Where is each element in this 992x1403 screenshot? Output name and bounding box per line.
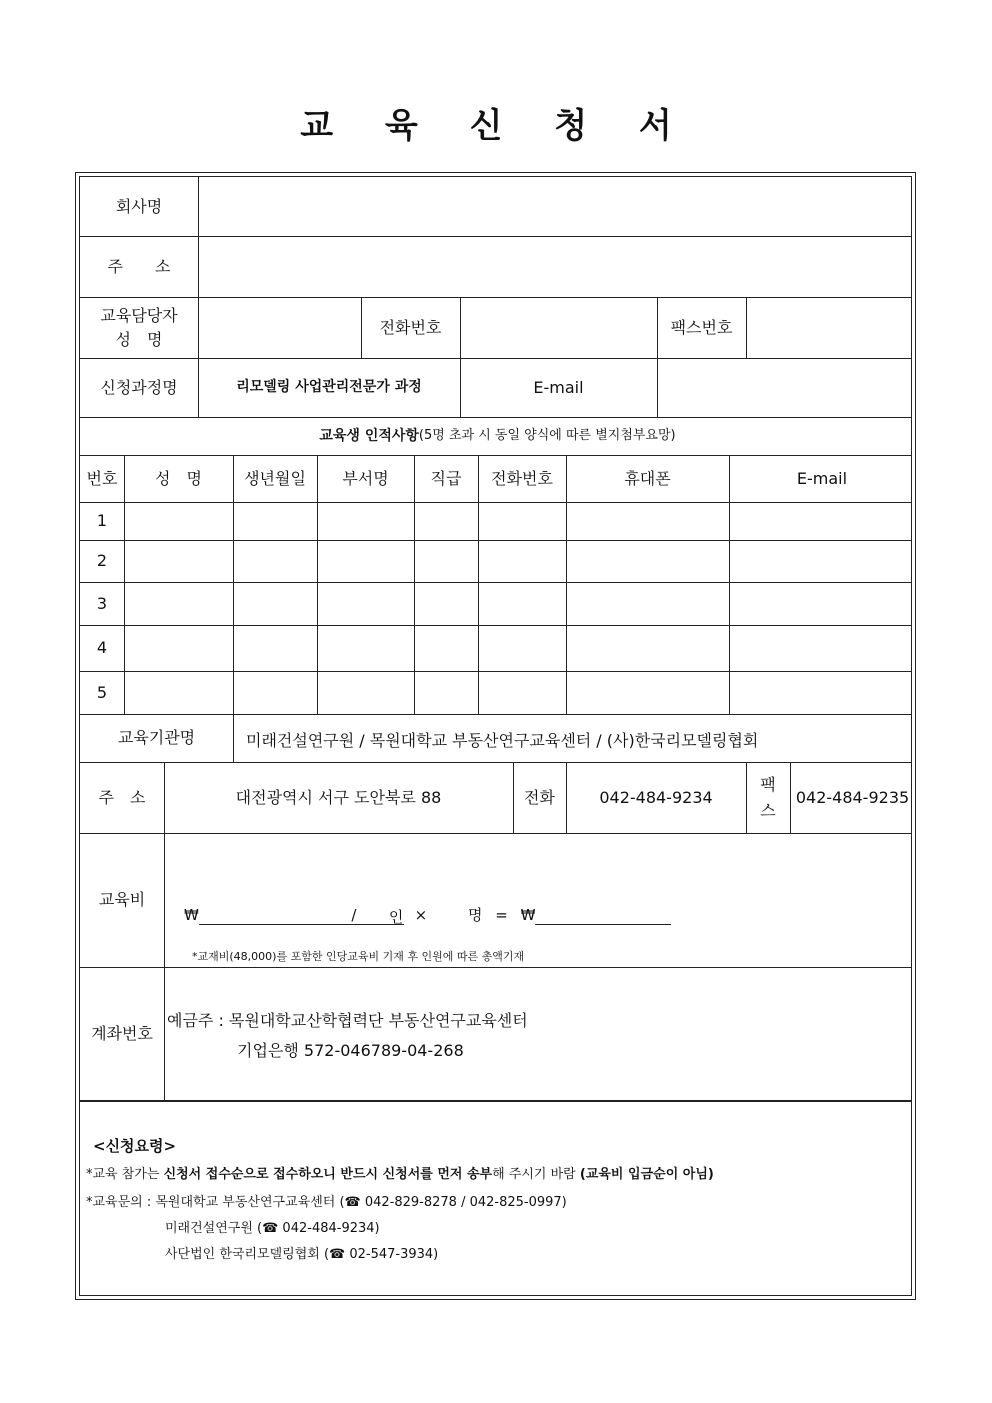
account-holder: 예금주 : 목원대학교산학협력단 부동산연구교육센터 xyxy=(167,1011,528,1030)
col-header-number: 번호 xyxy=(86,468,118,488)
col-header-name: 성 명 xyxy=(155,468,202,488)
guide-line-2: *교육문의 : 목원대학교 부동산연구교육센터 (☎ 042-829-8278 / 042-825-0997) xyxy=(86,1195,567,1210)
row-number: 2 xyxy=(96,551,108,571)
col-header-department: 부서명 xyxy=(342,468,389,488)
institution-label: 교육기관명 xyxy=(117,728,196,748)
row-number: 5 xyxy=(96,682,108,702)
institution-fax-value: 042-484-9235 xyxy=(795,787,910,807)
course-value: 리모델링 사업관리전문가 과정 xyxy=(236,379,422,396)
row-divider xyxy=(80,625,911,626)
institution-value: 미래건설연구원 / 목원대학교 부동산연구교육센터 / (사)한국리모델링협회 xyxy=(246,731,759,750)
institution-fax-label: 팩 스 xyxy=(760,774,776,820)
trainee-heading-title: 교육생 인적사항 xyxy=(319,427,419,444)
company-field[interactable] xyxy=(198,177,912,236)
col-header-phone: 전화번호 xyxy=(491,468,553,488)
col-header-email: E-mail xyxy=(796,468,848,488)
row-divider xyxy=(80,1100,911,1102)
fee-formula xyxy=(184,904,671,925)
course-label: 신청과정명 xyxy=(100,377,178,397)
guide-line-1-b: 신청서 접수순으로 접수하오니 반드시 신청서를 먼저 송부 xyxy=(163,1167,493,1182)
guide-line-1-c: 해 주시기 바람 xyxy=(492,1167,580,1182)
guide-line-3: 미래건설연구원 (☎ 042-484-9234) xyxy=(165,1221,380,1236)
account-number: 기업은행 572-046789-04-268 xyxy=(237,1041,464,1060)
times-symbol: × xyxy=(414,906,428,924)
guide-line-1 xyxy=(86,1163,714,1182)
phone-label: 전화번호 xyxy=(379,317,442,337)
col-header-birthdate: 생년월일 xyxy=(244,468,306,488)
col-header-mobile: 휴대폰 xyxy=(624,468,671,488)
institution-address-label: 주 소 xyxy=(98,787,146,807)
guide-heading: <신청요령> xyxy=(93,1137,177,1155)
application-form xyxy=(75,172,916,1300)
guide-line-4: 사단법인 한국리모델링협회 (☎ 02-547-3934) xyxy=(165,1247,439,1262)
institution-address-value: 대전광역시 서구 도안북로 88 xyxy=(235,787,442,807)
page-title: 교 육 신 청 서 xyxy=(300,106,692,146)
row-number: 3 xyxy=(96,593,108,613)
won-symbol: ₩ xyxy=(520,906,536,924)
phone-field[interactable] xyxy=(460,297,657,358)
manager-label: 교육담당자 성 명 xyxy=(100,305,178,349)
unit-fee-blank[interactable] xyxy=(199,906,319,925)
equals-symbol: = xyxy=(495,906,508,924)
row-divider xyxy=(80,671,911,672)
col-divider xyxy=(233,714,234,762)
fax-field[interactable] xyxy=(746,297,912,358)
row-number: 1 xyxy=(96,511,108,531)
col-header-position: 직급 xyxy=(430,468,462,488)
trainee-heading-note: (5명 초과 시 동일 양식에 따른 별지첨부요망) xyxy=(418,427,676,443)
count-unit: 명 xyxy=(467,906,483,924)
guide-line-1-d: (교육비 입금순이 아님) xyxy=(579,1167,714,1182)
fax-label: 팩스번호 xyxy=(670,317,733,337)
row-divider xyxy=(80,967,911,968)
institution-phone-label: 전화 xyxy=(524,787,555,807)
fee-label: 교육비 xyxy=(98,890,146,910)
manager-name-field[interactable] xyxy=(198,297,361,358)
institution-phone-value: 042-484-9234 xyxy=(599,787,713,807)
trainee-section-heading xyxy=(80,417,912,455)
form-body xyxy=(79,176,912,1296)
account-label: 계좌번호 xyxy=(91,1023,153,1043)
row-number: 4 xyxy=(96,638,108,658)
email-field[interactable] xyxy=(657,358,912,417)
row-divider xyxy=(80,582,911,583)
total-fee-blank[interactable] xyxy=(535,906,671,925)
address-field[interactable] xyxy=(198,236,912,297)
row-divider xyxy=(80,833,911,834)
row-divider xyxy=(80,502,911,503)
fee-note: *교재비(48,000)를 포함한 인당교육비 기재 후 인원에 따른 총액기재 xyxy=(192,950,525,963)
address-label: 주 소 xyxy=(107,256,171,276)
row-divider xyxy=(80,540,911,541)
fee-slash: / xyxy=(319,906,389,925)
guide-line-1-a: *교육 참가는 xyxy=(86,1167,164,1182)
won-symbol: ₩ xyxy=(184,906,199,924)
per-person-text: 인 xyxy=(388,908,404,926)
company-label: 회사명 xyxy=(115,196,163,216)
email-label: E-mail xyxy=(533,377,584,397)
